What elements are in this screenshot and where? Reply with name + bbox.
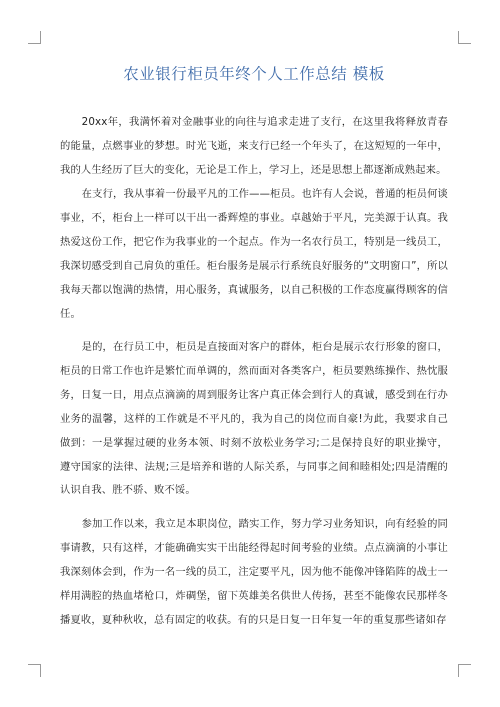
paragraph-2: 在支行，我从事着一份最平凡的工作——柜员。也许有人会说，普通的柜员何谈事业，不，柜台上一样可以干出一番辉煌的事业。卓越始于平凡，完美源于认真。我热爱这份工作，把它作为我事业的一个起点。作为一名农行员工，特别是一线员工，我深切感受到自己肩负的重任。柜台服务是展示行系统良好服务的“文明窗口”，所以我每天都以饱满的热情，用心服务，真诚服务，以自己积极的工作态度赢得顾客的信任。 bbox=[60, 188, 448, 320]
paragraph-4: 参加工作以来，我立足本职岗位，踏实工作，努力学习业务知识，向有经验的同事请教，只有这样，才能确确实实干出能经得起时间考验的业绩。点点滴滴的小事让我深刻体会到，作为一名一线的员工，注定要平凡，因为他不能像冲锋陷阵的战士一样用满腔的热血堵枪口，炸碉堡，留下英雄美名供世人传扬，甚至不能像农民那样冬播夏收，夏种秋收，总有固定的收获。有的只是日复一日年复一年的重复那些诸如存 bbox=[60, 518, 448, 626]
crop-mark-top-left bbox=[28, 31, 41, 44]
crop-mark-bottom-right bbox=[458, 664, 471, 677]
crop-mark-top-right bbox=[458, 31, 471, 44]
paragraph-1: 20xx年，我满怀着对金融事业的向往与追求走进了支行，在这里我将释放青春的能量，点燃事业的梦想。时光飞逝，来支行已经一个年头了，在这短短的一年中，我的人生经历了巨大的变化，无论是工作上，学习上，还是思想上都逐渐成熟起来。 bbox=[60, 116, 448, 176]
paragraph-3: 是的，在行员工中，柜员是直接面对客户的群体，柜台是展示农行形象的窗口，柜员的日常工作也许是繁忙而单调的，然而面对各类客户，柜员要熟练操作、热忱服务，日复一日，用点点滴滴的周到服务让客户真正体会到行人的真诚，感受到在行办业务的温馨，这样的工作就是不平凡的，我为自己的岗位而自豪!为此，我要求自己做到：一是掌握过硬的业务本领、时刻不放松业务学习;二是保持良好的职业操守，遵守国家的法律、法规;三是培养和谐的人际关系，与同事之间和睦相处;四是清醒的认识自我、胜不骄、败不馁。 bbox=[60, 341, 448, 497]
crop-mark-bottom-left bbox=[28, 664, 41, 677]
document-title: 农业银行柜员年终个人工作总结 模板 bbox=[123, 65, 385, 83]
